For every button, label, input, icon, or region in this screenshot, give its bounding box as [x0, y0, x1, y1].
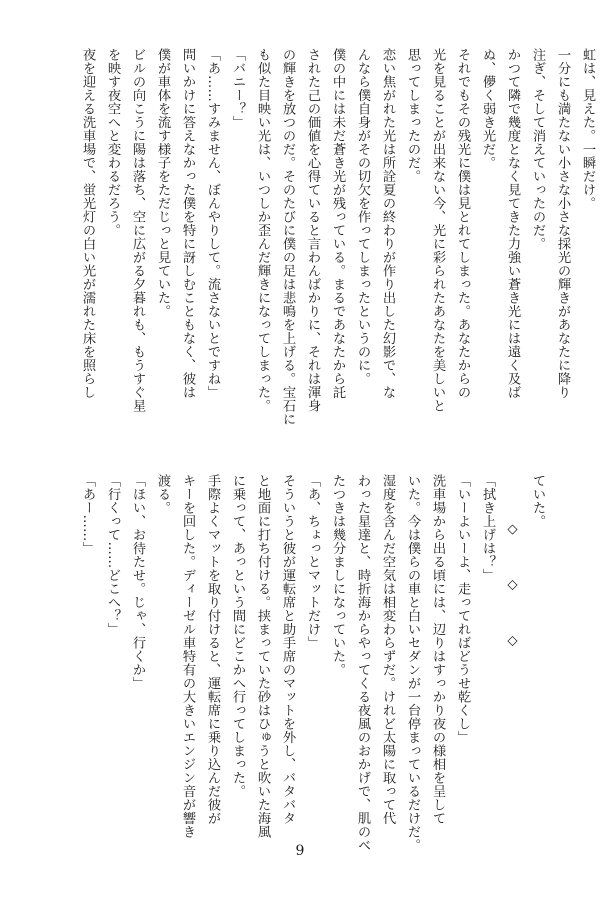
text-line: の輝きを放つのだ。そのたびに僕の足は悲鳴を上げる。宝石に [280, 48, 295, 426]
text-line: に乗って、あっという間にどこかへ行ってしまった。 [230, 474, 245, 798]
text-line: 「ほい、お待たせ。じゃ、行くか」 [130, 474, 145, 690]
text-line: 虹は、見えた。一瞬だけ。 [580, 48, 595, 210]
text-line: 手際よくマットを取り付けると、運転席に乗り込んだ彼が [205, 474, 220, 825]
text-line: 「バニー？」 [230, 48, 245, 129]
text-line: 湿度を含んだ空気は相変わらずだ。けれど太陽に取って代 [380, 474, 395, 825]
bottom-text-block [75, 474, 550, 874]
text-line: 洗車場から出る頃には、辺りはすっかり夜の様相を呈して [430, 474, 445, 825]
text-line: たつきは幾分ましになっていた。 [330, 474, 345, 677]
text-line: キーを回した。ディーゼル車特有の大きいエンジン音が響き [180, 474, 195, 839]
text-line: わった星達と、時折海からやってくる夜風のおかげで、肌のベ [355, 474, 370, 852]
text-line: 光を見ることが出来ない今、光に彩られたあなたを美しいと [430, 48, 445, 413]
text-line: 「あー……」 [80, 474, 95, 555]
text-line: 僕が車体を流す様子をただじっと見ていた。 [155, 48, 170, 318]
text-line: 夜を迎える洗車場で、蛍光灯の白い光が濡れた床を照らし [80, 48, 95, 399]
text-line: 注ぎ、そして消えていったのだ。 [530, 48, 545, 251]
text-line: ぬ、儚く弱き光だ。 [480, 48, 495, 170]
text-line: 渡る。 [155, 474, 170, 515]
top-text-block [75, 48, 600, 448]
text-line: 「あ、ちょっとマットだけ」 [305, 474, 320, 650]
text-line: 「行くって……どこへ？」 [105, 474, 120, 636]
text-line: と地面に打ち付ける。挟まっていた砂はひゅうと吹いた海風 [255, 474, 270, 839]
text-line: 「いーよいーよ、走ってればどうせ乾くし」 [455, 474, 470, 744]
text-line: 問いかけに答えなかった僕を特に訝しむこともなく、彼は [180, 48, 195, 399]
text-line: 「あ……すみません、ぼんやりして。流さないとですね」 [205, 48, 220, 399]
text-line: 一分にも満たない小さな小さな採光の輝きがあなたに降り [555, 48, 570, 399]
text-line: そういうと彼が運転席と助手席のマットを外し、バタバタ [280, 474, 295, 825]
text-line: 思ってしまったのだ。 [405, 48, 420, 183]
page-number: 9 [295, 843, 305, 859]
text-line: んなら僕自身がその切欠を作ってしまったというのに。 [355, 48, 370, 386]
text-line: された己の価値を心得ていると言わんばかりに、それは渾身 [305, 48, 320, 413]
text-line: ビルの向こうに陽は落ち、空に広がる夕暮れも、もうすぐ星 [130, 48, 145, 413]
text-line: 恋い焦がれた光は所詮夏の終わりが作り出した幻影で、な [380, 48, 395, 399]
text-line: を映す夜空へと変わるだろう。 [105, 48, 120, 237]
text-line: も似た目映い光は、いつしか歪んだ輝きになってしまった。 [255, 48, 270, 413]
scene-break: ◇ ◇ ◇ [505, 522, 520, 649]
text-line: いた。今は僕らの車と白いセダンが一台停まっているだけだ。 [405, 474, 420, 852]
text-line: 僕の中には未だ蒼き光が残っている。まるであなたから託 [330, 48, 345, 399]
text-line: 「拭き上げは？」 [480, 474, 495, 582]
text-line: ていた。 [530, 474, 545, 528]
text-line: かつて隣で幾度となく見てきた力強い蒼き光には遠く及ば [505, 48, 520, 399]
text-line: それでもその残光に僕は見とれてしまった。あなたからの [455, 48, 470, 399]
